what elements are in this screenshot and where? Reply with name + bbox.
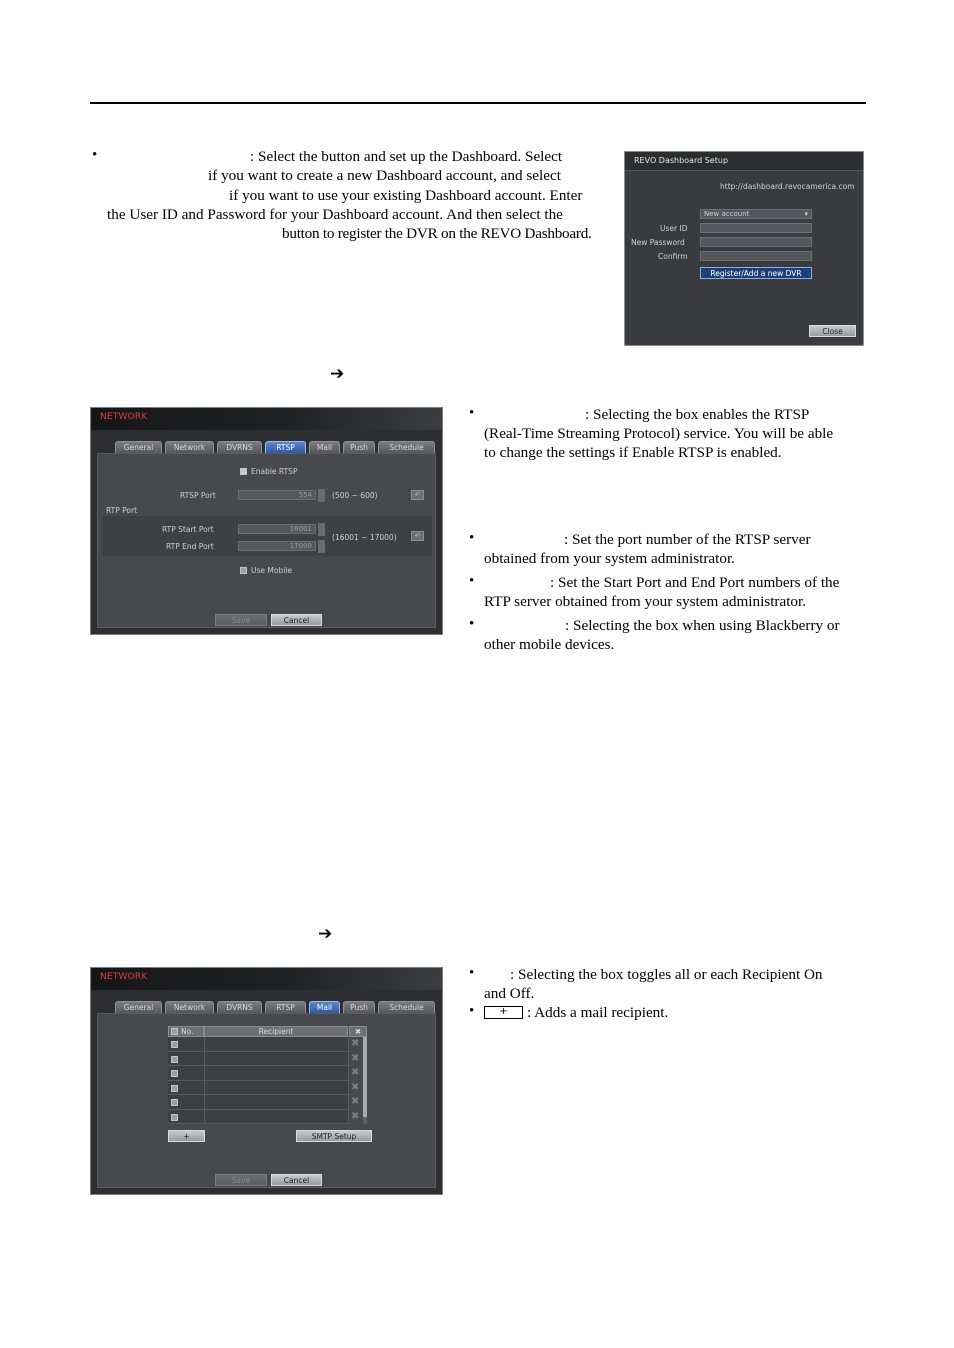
cancel-button[interactable]: Cancel <box>271 1174 322 1186</box>
rtp-end-label: RTP End Port <box>166 542 214 551</box>
rtp-start-field[interactable]: 16001 <box>238 524 316 534</box>
tab-dvrns[interactable]: DVRNS <box>217 1001 262 1013</box>
dashboard-setup-dialog <box>624 151 864 346</box>
text-line: other mobile devices. <box>484 636 615 653</box>
header-rule <box>90 102 866 104</box>
text-line: : Set the Start Port and End Port numbers of the <box>550 574 840 591</box>
dialog-title: REVO Dashboard Setup <box>625 152 863 171</box>
account-select[interactable]: New account ▾ <box>700 209 812 219</box>
smtp-setup-button[interactable]: SMTP Setup <box>296 1130 372 1142</box>
row-checkbox[interactable] <box>171 1070 178 1077</box>
undo-icon[interactable]: ↶ <box>411 490 424 500</box>
tab-network[interactable]: Network <box>165 1001 214 1013</box>
use-mobile-label: Use Mobile <box>251 566 292 575</box>
select-all-checkbox[interactable] <box>171 1028 178 1035</box>
column-header-no[interactable]: No. <box>168 1026 204 1037</box>
network-rtsp-screen <box>90 407 443 635</box>
rtsp-port-field[interactable]: 554 <box>238 490 316 500</box>
save-button[interactable]: Save <box>215 1174 267 1186</box>
confirm-label: Confirm <box>658 252 688 261</box>
text-line: RTP server obtained from your system administrator. <box>484 593 807 610</box>
text-line: (Real-Time Streaming Protocol) service. You will be able <box>484 425 834 442</box>
text-line: button to register the DVR on the REVO Dashboard. <box>282 225 592 242</box>
delete-icon[interactable]: ✖ <box>354 1027 362 1036</box>
tab-general[interactable]: General <box>115 441 162 453</box>
tab-schedule[interactable]: Schedule <box>378 1001 435 1013</box>
rtp-port-label: RTP Port <box>106 506 138 515</box>
new-password-label: New Password <box>631 238 685 247</box>
column-divider <box>204 1037 205 1124</box>
arrow-right-icon: ➔ <box>330 364 345 384</box>
chevron-down-icon: ▾ <box>804 210 808 218</box>
table-row <box>168 1052 350 1067</box>
tab-network[interactable]: Network <box>165 441 214 453</box>
cancel-button[interactable]: Cancel <box>271 614 322 626</box>
table-row <box>168 1110 350 1125</box>
bullet: • <box>469 965 475 981</box>
settings-panel <box>97 453 436 628</box>
new-password-field[interactable] <box>700 237 812 247</box>
delete-icon[interactable]: ✖ <box>351 1096 360 1107</box>
row-checkbox[interactable] <box>171 1041 178 1048</box>
window-title: NETWORK <box>100 972 148 982</box>
tab-mail[interactable]: Mail <box>309 1001 340 1013</box>
table-row <box>168 1037 350 1052</box>
row-checkbox[interactable] <box>171 1085 178 1092</box>
tab-general[interactable]: General <box>115 1001 162 1013</box>
bullet: • <box>469 405 475 421</box>
add-recipient-button[interactable]: + <box>168 1130 205 1142</box>
tab-mail[interactable]: Mail <box>309 441 340 453</box>
user-id-field[interactable] <box>700 223 812 233</box>
delete-icon[interactable]: ✖ <box>351 1052 360 1064</box>
bullet: • <box>469 616 475 632</box>
bullet: • <box>469 573 475 589</box>
rtp-end-stepper[interactable] <box>318 540 325 553</box>
column-header-delete <box>349 1026 367 1037</box>
row-checkbox[interactable] <box>171 1099 178 1106</box>
rtp-end-field[interactable]: 17000 <box>238 541 316 551</box>
close-button[interactable]: Close <box>809 325 856 337</box>
tab-dvrns[interactable]: DVRNS <box>217 441 262 453</box>
confirm-field[interactable] <box>700 251 812 261</box>
add-button-illustration: + <box>484 1006 523 1019</box>
tab-rtsp[interactable]: RTSP <box>265 1001 306 1013</box>
text-line: : Selecting the box toggles all or each Recipient On <box>510 966 823 983</box>
table-row <box>168 1066 350 1081</box>
scrollbar[interactable] <box>363 1037 367 1124</box>
text-line: : Select the button and set up the Dashboard. Select <box>250 148 563 165</box>
column-divider <box>348 1037 349 1124</box>
rtsp-port-label: RTSP Port <box>180 491 216 500</box>
text-line: if you want to use your existing Dashboard account. Enter <box>229 187 583 204</box>
row-checkbox[interactable] <box>171 1114 178 1121</box>
use-mobile-checkbox[interactable] <box>240 567 247 574</box>
text-line: to change the settings if Enable RTSP is enabled. <box>484 444 782 461</box>
window-title: NETWORK <box>100 412 148 422</box>
delete-icon[interactable]: ✖ <box>351 1081 360 1093</box>
table-row <box>168 1081 350 1096</box>
bullet: • <box>92 147 98 163</box>
rtp-range: (16001 ~ 17000) <box>332 533 397 542</box>
arrow-right-icon: ➔ <box>318 924 333 944</box>
text-line: and Off. <box>484 985 535 1002</box>
user-id-label: User ID <box>660 224 688 233</box>
settings-panel <box>97 1013 436 1188</box>
delete-icon[interactable]: ✖ <box>351 1038 360 1049</box>
dashboard-url: http://dashboard.revocamerica.com <box>720 182 855 191</box>
table-row <box>168 1095 350 1110</box>
tab-rtsp[interactable]: RTSP <box>265 441 306 453</box>
delete-icon[interactable]: ✖ <box>351 1067 360 1078</box>
row-checkbox[interactable] <box>171 1056 178 1063</box>
rtsp-port-range: (500 ~ 600) <box>332 491 378 500</box>
tab-push[interactable]: Push <box>343 1001 375 1013</box>
scrollbar-thumb[interactable] <box>363 1037 367 1117</box>
register-button[interactable]: Register/Add a new DVR <box>700 267 812 279</box>
tab-push[interactable]: Push <box>343 441 375 453</box>
enable-rtsp-label: Enable RTSP <box>251 467 298 476</box>
text-line: : Set the port number of the RTSP server <box>564 531 811 548</box>
text-line: if you want to create a new Dashboard account, and select <box>208 167 561 184</box>
text-line: : Selecting the box when using Blackberry or <box>565 617 840 634</box>
delete-icon[interactable]: ✖ <box>351 1110 360 1122</box>
rtsp-port-stepper[interactable] <box>318 489 325 502</box>
network-mail-screen <box>90 967 443 1195</box>
bullet: • <box>469 530 475 546</box>
bullet: • <box>469 1003 475 1019</box>
text-line: : Adds a mail recipient. <box>527 1004 669 1021</box>
enable-rtsp-checkbox[interactable] <box>240 468 247 475</box>
text-line: the User ID and Password for your Dashboard account. And then select the <box>107 206 563 223</box>
rtp-start-stepper[interactable] <box>318 523 325 536</box>
text-line: obtained from your system administrator. <box>484 550 735 567</box>
tab-schedule[interactable]: Schedule <box>378 441 435 453</box>
column-header-recipient: Recipient <box>204 1026 348 1037</box>
save-button[interactable]: Save <box>215 614 267 626</box>
undo-icon[interactable]: ↶ <box>411 531 424 541</box>
rtp-start-label: RTP Start Port <box>162 525 214 534</box>
text-line: : Selecting the box enables the RTSP <box>585 406 810 423</box>
